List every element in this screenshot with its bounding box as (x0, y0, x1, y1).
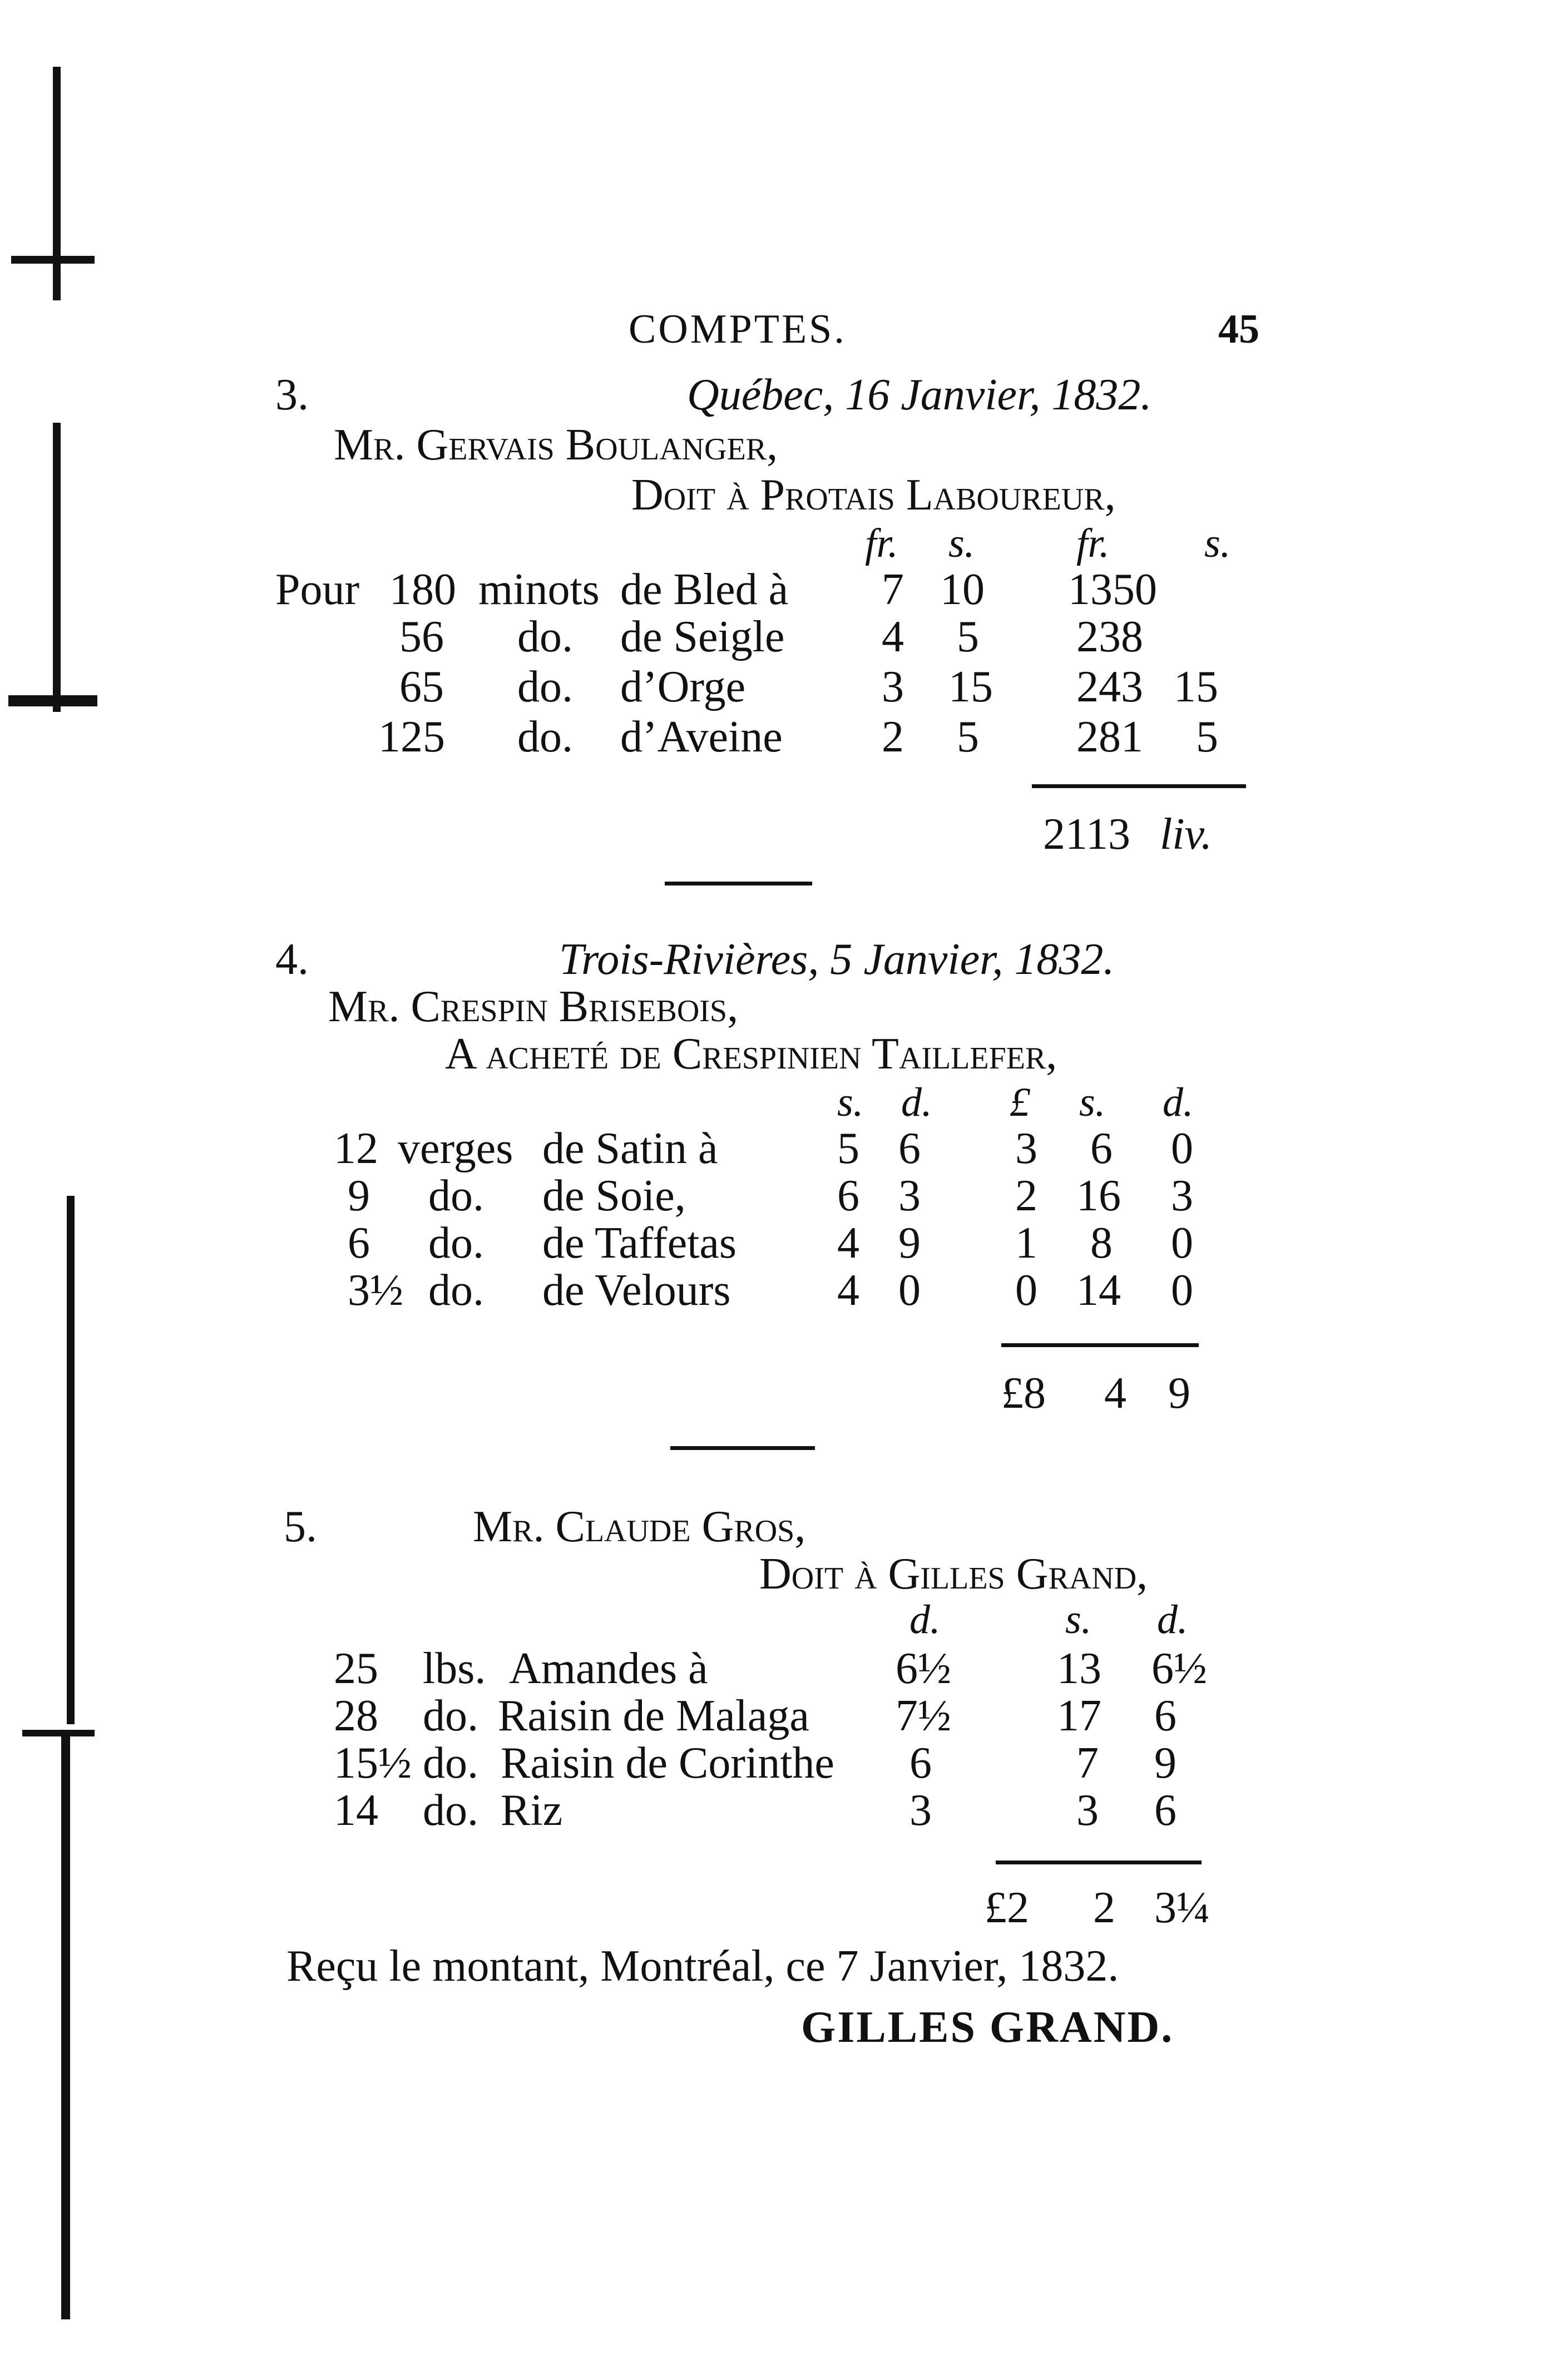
price-francs: 7 (882, 565, 904, 614)
price-sous: 10 (940, 565, 985, 614)
item-desc: d’Orge (620, 662, 746, 711)
place-date: Québec, 16 Janvier, 1832. (687, 370, 1152, 419)
price-shillings: 4 (837, 1219, 859, 1268)
sum-pence: 9 (1168, 1369, 1190, 1418)
quantity: 125 (378, 712, 445, 761)
quantity: 12 (334, 1124, 378, 1173)
total-shillings: 13 (1057, 1644, 1101, 1693)
page-edge-binding (0, 0, 117, 2380)
sum-pounds: £2 (985, 1883, 1029, 1932)
total-pence: 6½ (1151, 1644, 1207, 1693)
col-head-sous: s. (1204, 521, 1231, 566)
total-francs: 281 (1076, 712, 1143, 761)
col-head-pounds: £ (1010, 1080, 1030, 1125)
total-pounds: 1 (1015, 1219, 1037, 1268)
sum-rule (996, 1861, 1202, 1864)
total-shillings: 17 (1057, 1691, 1101, 1740)
col-head-shillings: s. (1065, 1597, 1092, 1642)
total-pounds: 2 (1015, 1171, 1037, 1220)
receipt-line: Reçu le montant, Montréal, ce 7 Janvier, 1832. (286, 1942, 1119, 1991)
quantity: 6 (348, 1219, 370, 1268)
item-desc: Riz (501, 1786, 563, 1835)
unit: do. (517, 662, 573, 711)
creditor-name: Doit à Gilles Grand, (759, 1550, 1148, 1599)
unit: verges (398, 1124, 513, 1173)
unit: do. (423, 1691, 478, 1740)
entry-number: 4. (275, 935, 309, 984)
unit: minots (478, 565, 600, 614)
item-desc: Raisin de Malaga (498, 1691, 809, 1740)
price-pence: 9 (898, 1219, 921, 1268)
total-pence: 0 (1171, 1124, 1193, 1173)
total-francs: 1350 (1068, 565, 1157, 614)
item-desc: de Soie, (542, 1171, 686, 1220)
item-desc: Raisin de Corinthe (501, 1739, 834, 1788)
total-francs: 243 (1076, 662, 1143, 711)
sum-pence: 3¼ (1154, 1883, 1210, 1932)
total-shillings: 7 (1076, 1739, 1099, 1788)
item-desc: de Satin à (542, 1124, 718, 1173)
total-pence: 6 (1154, 1786, 1177, 1835)
unit: do. (428, 1266, 484, 1315)
total-pounds: 0 (1015, 1266, 1037, 1315)
price: 3 (909, 1786, 932, 1835)
entry-number: 3. (275, 370, 309, 419)
sum-total: 2113 (1043, 810, 1131, 859)
price: 6½ (896, 1644, 951, 1693)
price-pence: 0 (898, 1266, 921, 1315)
col-head-francs: fr. (1076, 521, 1110, 566)
sum-unit: liv. (1160, 810, 1213, 859)
unit: do. (423, 1739, 478, 1788)
entry-number: 5. (284, 1502, 317, 1551)
unit: do. (517, 612, 573, 661)
total-shillings: 14 (1076, 1266, 1121, 1315)
item-desc: de Bled à (620, 565, 789, 614)
item-desc: Amandes à (509, 1644, 708, 1693)
creditor-name: A acheté de Crespinien Taillefer, (445, 1030, 1057, 1078)
section-divider (665, 882, 812, 885)
item-desc: de Velours (542, 1266, 731, 1315)
col-head-shillings: s. (837, 1080, 864, 1125)
creditor-name: Doit à Protais Laboureur, (631, 471, 1116, 519)
item-desc: de Seigle (620, 612, 785, 661)
col-head-pence: d. (1163, 1080, 1194, 1125)
total-pence: 9 (1154, 1739, 1177, 1788)
quantity: 14 (334, 1786, 378, 1835)
price-pence: 3 (898, 1171, 921, 1220)
signature: GILLES GRAND. (801, 2003, 1174, 2052)
quantity: 25 (334, 1644, 378, 1693)
total-francs: 238 (1076, 612, 1143, 661)
unit: lbs. (423, 1644, 486, 1693)
total-shillings: 3 (1076, 1786, 1099, 1835)
sum-pounds: £8 (1001, 1369, 1046, 1418)
price-sous: 5 (957, 712, 979, 761)
col-head-sous: s. (948, 521, 975, 566)
total-shillings: 8 (1090, 1219, 1113, 1268)
sum-shillings: 2 (1093, 1883, 1115, 1932)
page-number: 45 (1218, 306, 1259, 352)
quantity: 3½ (348, 1266, 403, 1315)
total-sous: 5 (1196, 712, 1218, 761)
price-sous: 15 (948, 662, 993, 711)
total-pence: 3 (1171, 1171, 1193, 1220)
price-francs: 2 (882, 712, 904, 761)
sum-shillings: 4 (1104, 1369, 1126, 1418)
price-sous: 5 (957, 612, 979, 661)
total-pounds: 3 (1015, 1124, 1037, 1173)
quantity: 9 (348, 1171, 370, 1220)
item-desc: d’Aveine (620, 712, 783, 761)
total-pence: 0 (1171, 1266, 1193, 1315)
total-shillings: 16 (1076, 1171, 1121, 1220)
quantity: 56 (399, 612, 444, 661)
quantity: 15½ (334, 1739, 412, 1788)
col-head-pence: d. (1157, 1597, 1188, 1642)
total-shillings: 6 (1090, 1124, 1113, 1173)
price-pence: 6 (898, 1124, 921, 1173)
debtor-name: Mr. Claude Gros, (473, 1502, 806, 1551)
price-francs: 4 (882, 612, 904, 661)
sum-rule (1001, 1343, 1199, 1347)
sum-rule (1032, 784, 1246, 788)
row-prefix: Pour (275, 565, 360, 614)
col-head-pence: d. (909, 1597, 941, 1642)
price: 7½ (896, 1691, 951, 1740)
price-shillings: 6 (837, 1171, 859, 1220)
unit: do. (517, 712, 573, 761)
total-sous: 15 (1174, 662, 1218, 711)
place-date: Trois-Rivières, 5 Janvier, 1832. (559, 935, 1115, 984)
price-francs: 3 (882, 662, 904, 711)
debtor-name: Mr. Crespin Brisebois, (328, 982, 739, 1031)
unit: do. (428, 1219, 484, 1268)
col-head-pence: d. (901, 1080, 932, 1125)
price-shillings: 5 (837, 1124, 859, 1173)
total-pence: 0 (1171, 1219, 1193, 1268)
price: 6 (909, 1739, 932, 1788)
unit: do. (423, 1786, 478, 1835)
quantity: 28 (334, 1691, 378, 1740)
item-desc: de Taffetas (542, 1219, 737, 1268)
section-divider (670, 1446, 815, 1450)
col-head-francs: fr. (865, 521, 898, 566)
quantity: 180 (389, 565, 456, 614)
col-head-shillings: s. (1079, 1080, 1106, 1125)
debtor-name: Mr. Gervais Boulanger, (334, 420, 778, 469)
unit: do. (428, 1171, 484, 1220)
price-shillings: 4 (837, 1266, 859, 1315)
quantity: 65 (399, 662, 444, 711)
total-pence: 6 (1154, 1691, 1177, 1740)
running-head: COMPTES. (629, 306, 847, 352)
